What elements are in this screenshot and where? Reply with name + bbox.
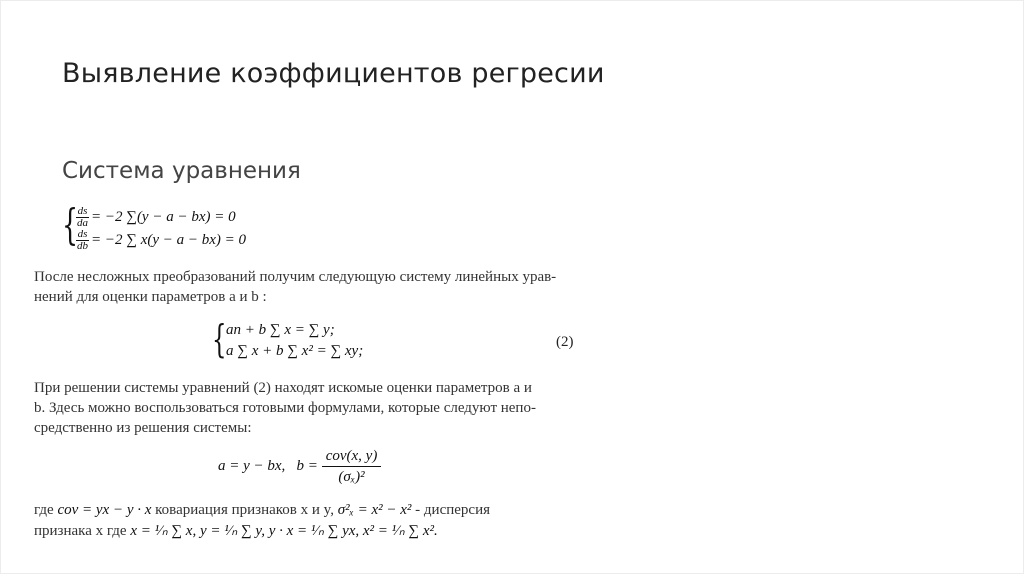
p3-l2-a: признака x где xyxy=(34,523,131,539)
system2-eq1: an + b ∑ x = ∑ y; xyxy=(226,322,335,338)
equation-system-1 xyxy=(62,200,322,252)
paragraph-1-line-1: После несложных преобразований получим следующую систему линейных урав- xyxy=(34,269,557,285)
formula-left: a = y − bx, b = xyxy=(218,457,322,474)
paragraph-2-line-2: b. Здесь можно воспользоваться готовыми формулами, которые следуют непо- xyxy=(34,400,536,416)
estimate-formula xyxy=(218,447,381,486)
slide-title: Выявление коэффициентов регресии xyxy=(62,58,605,89)
p3-l1-cov: cov = yx − y · x xyxy=(57,502,152,518)
p3-l1-e: - дисперсия xyxy=(411,502,491,518)
system1-eq2-num: ds xyxy=(77,228,88,240)
system1-eq2-den: db xyxy=(77,240,88,252)
paragraph-3-line-2 xyxy=(34,521,438,541)
system1-eq1-num: ds xyxy=(77,205,88,217)
system2-eq2: a ∑ x + b ∑ x² = ∑ xy; xyxy=(226,343,364,359)
p3-l1-a: где xyxy=(34,502,58,518)
p3-l2-means: x = ¹⁄ₙ ∑ x, y = ¹⁄ₙ ∑ y, y · x = ¹⁄ₙ ∑ yx, x² = ¹⁄ₙ ∑ x². xyxy=(130,523,438,539)
p3-l1-sigma: σ²ₓ = x² − x² xyxy=(337,502,412,518)
paragraph-2-line-1: При решении системы уравнений (2) находят искомые оценки параметров a и xyxy=(34,380,532,396)
paragraph-3-line-1 xyxy=(34,500,490,520)
system1-eq1-den: da xyxy=(77,217,88,229)
slide-subtitle: Система уравнения xyxy=(62,158,301,184)
p3-l1-c: ковариация признаков x и y, xyxy=(151,502,338,518)
left-brace: { xyxy=(62,200,79,249)
left-brace: { xyxy=(212,317,227,361)
paragraph-2-line-3: средственно из решения системы: xyxy=(34,420,252,436)
equation-system-2 xyxy=(212,318,432,364)
equation-label: (2) xyxy=(556,334,574,350)
formula-numerator: cov(x, y) xyxy=(322,447,382,467)
formula-denominator: (σₓ)² xyxy=(338,469,365,485)
system1-eq1 xyxy=(76,206,236,229)
paragraph-1-line-2: нений для оценки параметров a и b : xyxy=(34,289,267,305)
system1-eq2 xyxy=(76,229,246,252)
system1-eq1-rhs: = −2 ∑(y − a − bx) = 0 xyxy=(91,208,236,225)
system1-eq2-rhs: = −2 ∑ x(y − a − bx) = 0 xyxy=(91,231,247,248)
